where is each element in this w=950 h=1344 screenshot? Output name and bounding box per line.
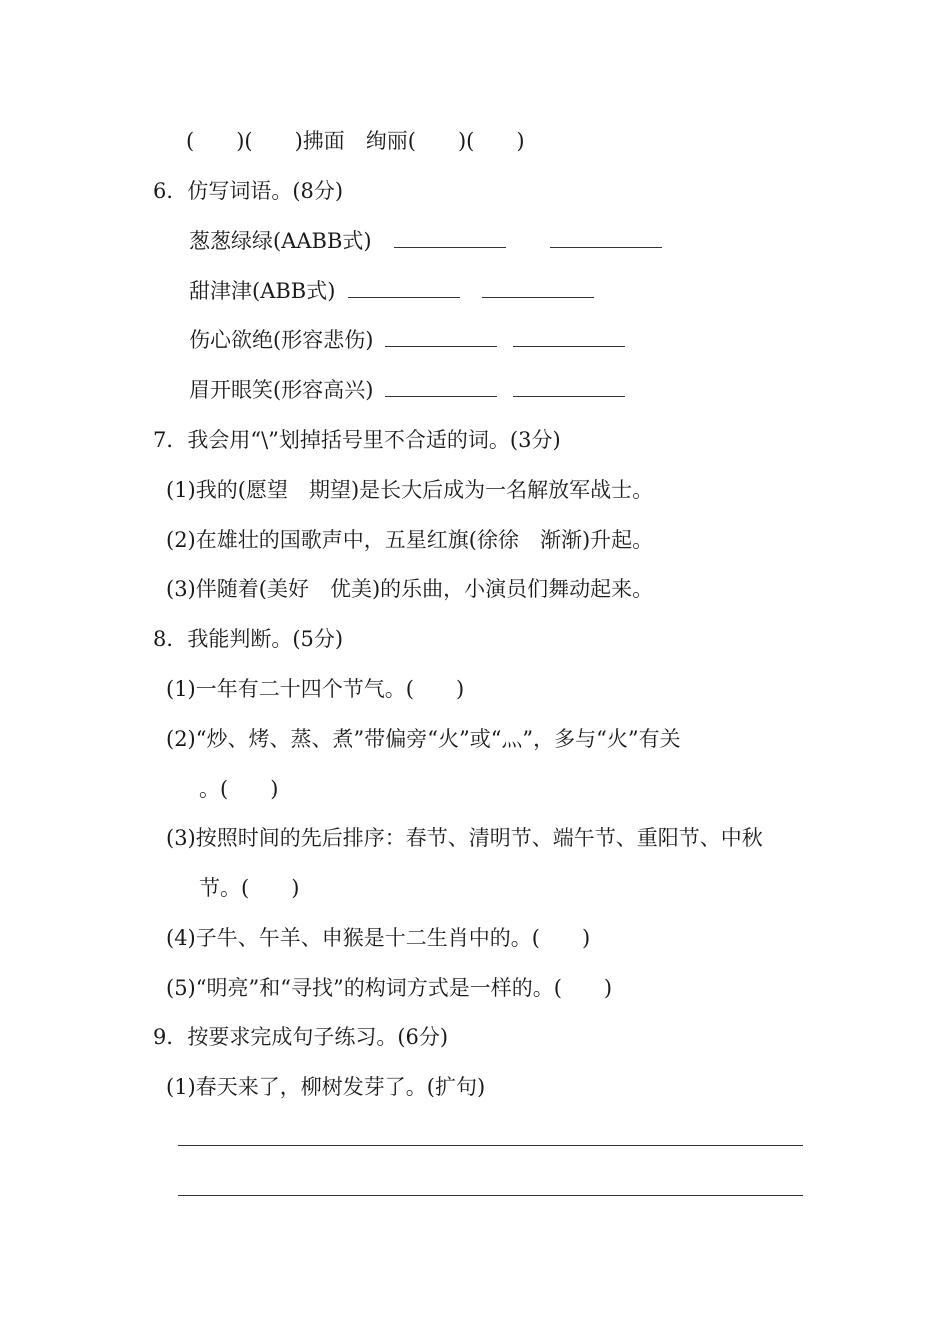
q6-item-3-label: 伤心欲绝(形容悲伤) <box>189 328 374 352</box>
continued-question-line: ( )( )拂面 绚丽( )( ) <box>186 129 525 153</box>
answer-blank[interactable] <box>550 227 662 248</box>
q8-item-2-continued: 。( ) <box>199 777 279 801</box>
answer-blank[interactable] <box>385 326 497 347</box>
answer-line[interactable] <box>178 1145 803 1146</box>
answer-blank[interactable] <box>348 277 460 298</box>
question-8-title: 8．我能判断。(5分) <box>153 627 344 651</box>
q8-item-5: (5)“明亮”和“寻找”的构词方式是一样的。( ) <box>166 976 613 1000</box>
q6-item-2 <box>189 277 594 305</box>
q6-item-1-label: 葱葱绿绿(AABB式) <box>189 229 372 253</box>
q7-item-3: (3)伴随着(美好 优美)的乐曲，小演员们舞动起来。 <box>166 577 654 601</box>
q7-item-2: (2)在雄壮的国歌声中，五星红旗(徐徐 渐渐)升起。 <box>166 528 654 552</box>
answer-blank[interactable] <box>513 376 625 397</box>
answer-blank[interactable] <box>513 326 625 347</box>
q6-item-3 <box>189 326 625 354</box>
q8-item-4: (4)子牛、午羊、申猴是十二生肖中的。( ) <box>166 926 591 950</box>
question-6-title: 6．仿写词语。(8分) <box>153 179 344 203</box>
q8-item-3: (3)按照时间的先后排序：春节、清明节、端午节、重阳节、中秋 <box>166 826 763 850</box>
q6-item-4 <box>189 376 625 404</box>
question-7-title: 7．我会用“\”划掉括号里不合适的词。(3分) <box>153 428 561 452</box>
answer-blank[interactable] <box>482 277 594 298</box>
q9-item-1: (1)春天来了，柳树发芽了。(扩句) <box>166 1075 486 1099</box>
answer-blank[interactable] <box>394 227 506 248</box>
q6-item-4-label: 眉开眼笑(形容高兴) <box>189 378 374 402</box>
q6-item-2-label: 甜津津(ABB式) <box>189 279 336 303</box>
answer-line[interactable] <box>178 1195 803 1196</box>
q8-item-2: (2)“炒、烤、蒸、煮”带偏旁“火”或“灬”，多与“火”有关 <box>166 727 681 751</box>
q6-item-1 <box>189 227 662 255</box>
question-9-title: 9．按要求完成句子练习。(6分) <box>153 1025 449 1049</box>
q8-item-1: (1)一年有二十四个节气。( ) <box>166 677 465 701</box>
answer-blank[interactable] <box>385 376 497 397</box>
q8-item-3-continued: 节。( ) <box>199 876 300 900</box>
q7-item-1: (1)我的(愿望 期望)是长大后成为一名解放军战士。 <box>166 478 654 502</box>
